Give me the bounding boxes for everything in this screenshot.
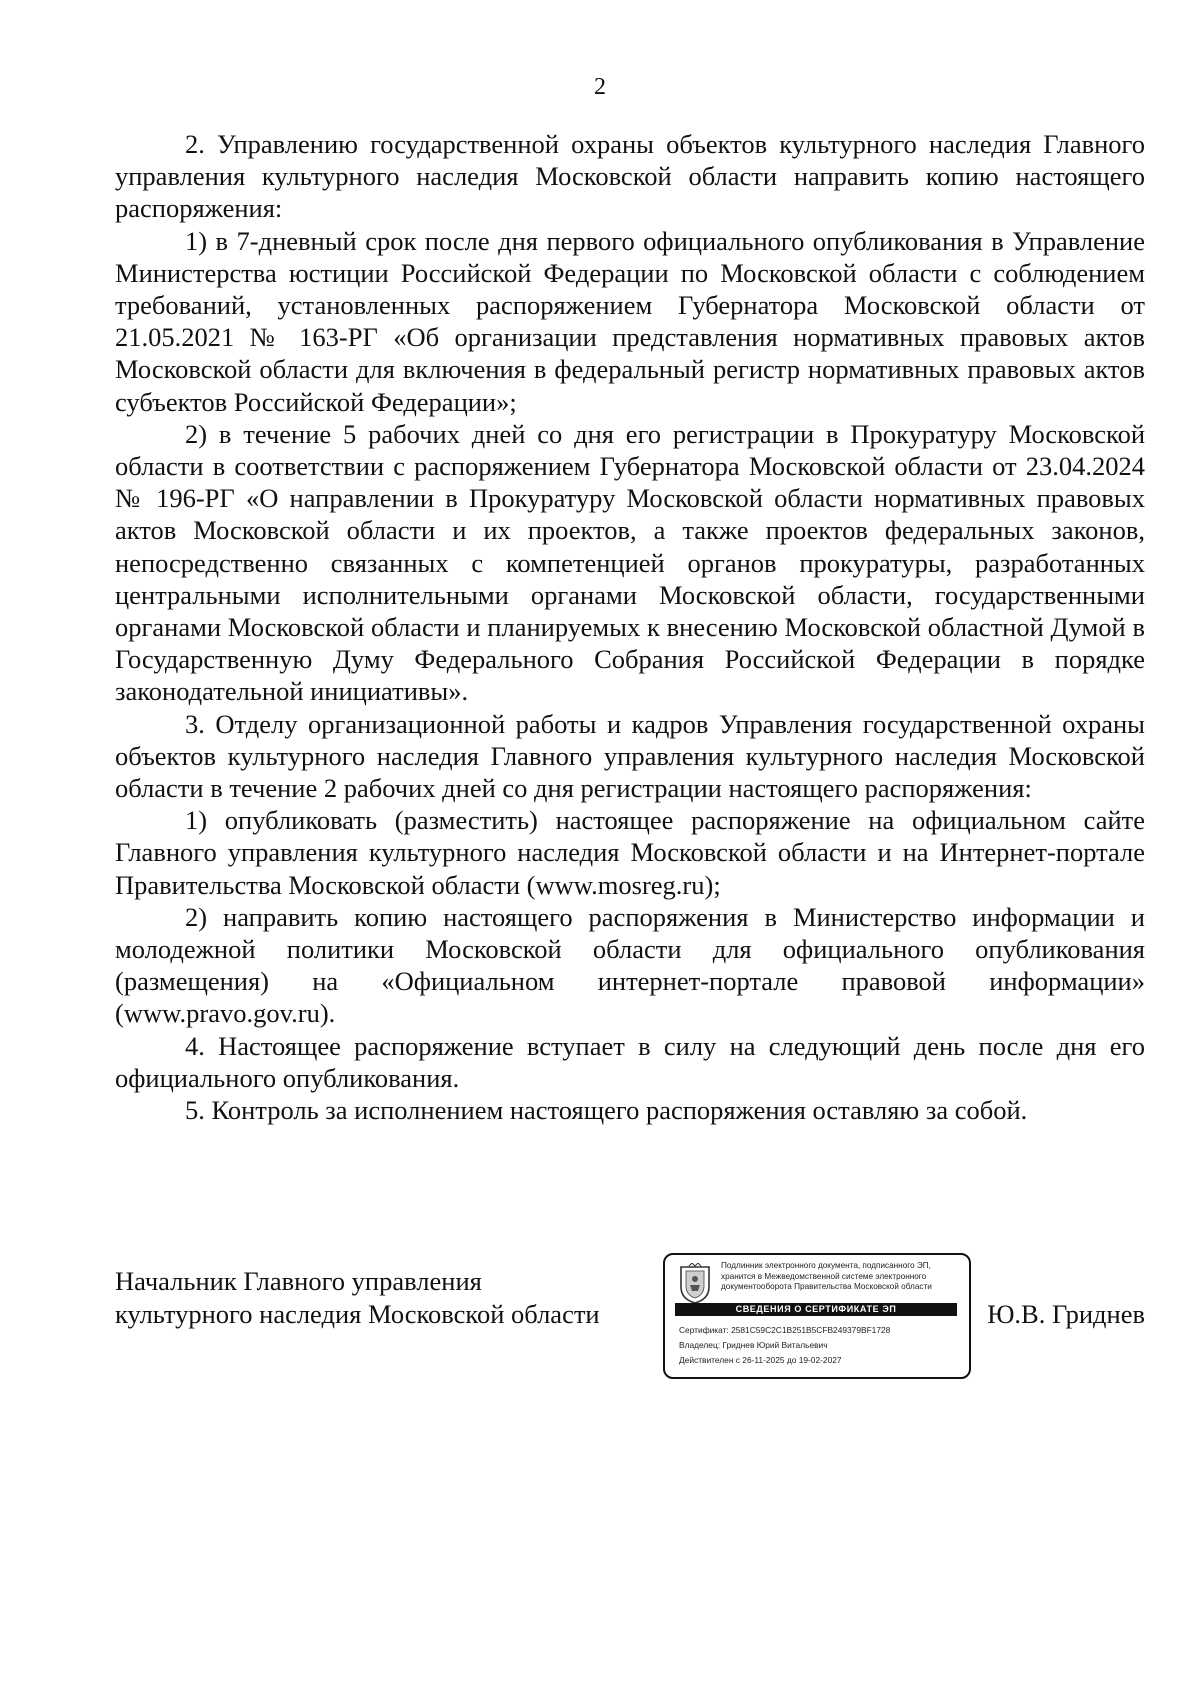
paragraph-3: 3. Отделу организационной работы и кадров Управления государственной охраны объектов культурного наследия Главного управления культурного наследия Московской области в течение 2 рабочих дней со дня регистрации настоящего распоряжения: <box>115 708 1145 804</box>
electronic-signature-stamp <box>663 1253 971 1379</box>
stamp-header <box>721 1261 965 1293</box>
page-number: 2 <box>594 74 606 100</box>
stamp-details <box>679 1323 963 1368</box>
paragraph-2: 2. Управлению государственной охраны объектов культурного наследия Главного управления культурного наследия Московской области направить копию настоящего распоряжения: <box>115 129 1145 224</box>
signer-name: Ю.В. Гриднев <box>987 1299 1145 1329</box>
paragraph-4: 4. Настоящее распоряжение вступает в силу на следующий день после дня его официального опубликования. <box>115 1030 1145 1093</box>
stamp-title-bar: СВЕДЕНИЯ О СЕРТИФИКАТЕ ЭП <box>675 1303 957 1316</box>
document-body <box>115 128 1145 1126</box>
stamp-header-line1: Подлинник электронного документа, подписанного ЭП, <box>721 1261 931 1270</box>
paragraph-3-2: 2) направить копию настоящего распоряжения в Министерство информации и молодежной политики Московской области для официального опубликования (размещения) на «Официальном интернет-портале правовой информации» (www.pravo.gov.ru). <box>115 901 1145 1029</box>
paragraph-3-1: 1) опубликовать (разместить) настоящее распоряжение на официальном сайте Главного управления культурного наследия Московской области и на Интернет-портале Правительства Московской области (www.mosreg.ru); <box>115 805 1145 900</box>
stamp-validity: Действителен с 26-11-2025 до 19-02-2027 <box>679 1355 842 1365</box>
signer-position-line2: культурного наследия Московской области <box>115 1299 600 1329</box>
signature-block <box>115 1253 1145 1383</box>
stamp-certificate: Сертификат: 2581C59C2C1B251B5CFB249379BF1728 <box>679 1325 891 1335</box>
signer-position <box>115 1265 600 1331</box>
coat-of-arms-icon <box>677 1263 713 1305</box>
paragraph-2-2: 2) в течение 5 рабочих дней со дня его регистрации в Прокуратуру Московской области в соответствии с распоряжением Губернатора Московской области от 23.04.2024 № 196-РГ «О направлении в Прокуратуру Московской области нормативных правовых актов Московской области и их проектов, а также проектов федеральных законов, непосредственно связанных с компетенцией органов прокуратуры, разработанных центральными исполнительными органами Московской области, государственными органами Московской области и планируемых к внесению Московской областной Думой в Государственную Думу Федерального Собрания Российской Федерации в порядке законодательной инициативы». <box>115 418 1145 707</box>
signer-position-line1: Начальник Главного управления <box>115 1266 482 1296</box>
stamp-owner: Владелец: Гриднев Юрий Витальевич <box>679 1340 828 1350</box>
paragraph-2-1: 1) в 7-дневный срок после дня первого официального опубликования в Управление Министерства юстиции Российской Федерации по Московской области с соблюдением требований, установленных распоряжением Губернатора Московской области от 21.05.2021 № 163-РГ «Об организации представления нормативных правовых актов Московской области для включения в федеральный регистр нормативных правовых актов субъектов Российской Федерации»; <box>115 225 1145 417</box>
paragraph-5: 5. Контроль за исполнением настоящего распоряжения оставляю за собой. <box>185 1095 1028 1126</box>
stamp-header-line2: хранится в Межведомственной системе электронного <box>721 1271 927 1281</box>
stamp-header-line3: документооборота Правительства Московской области <box>721 1282 932 1291</box>
